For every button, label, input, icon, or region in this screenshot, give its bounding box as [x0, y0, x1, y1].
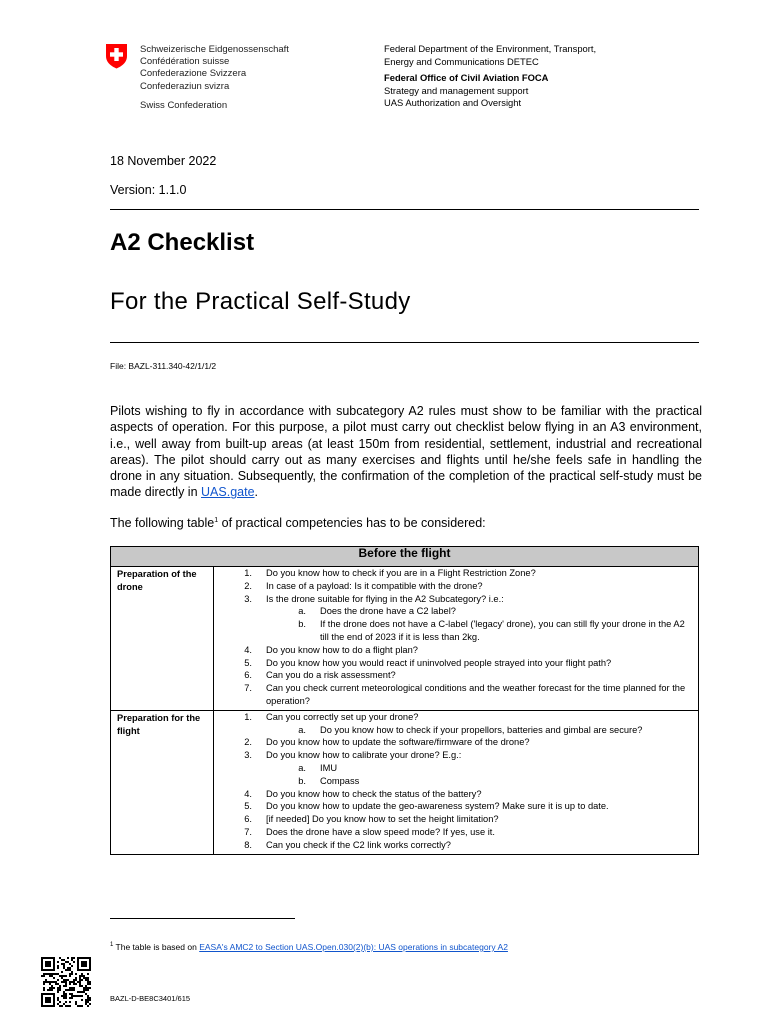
item-text: Do you know how to check if you are in a Flight Restriction Zone?	[266, 568, 536, 578]
subitem-letter: b.	[298, 619, 306, 630]
intro-end: .	[254, 485, 259, 500]
list-item	[214, 736, 692, 749]
swiss-crest-icon	[105, 43, 128, 69]
table-row	[111, 710, 699, 854]
item-number: 1.	[244, 568, 252, 578]
item-number: 3.	[244, 750, 252, 761]
list-item	[214, 813, 692, 826]
item-number: 5.	[244, 657, 252, 668]
list-subitem	[214, 724, 692, 737]
list-subitem	[214, 618, 692, 644]
divider	[110, 209, 699, 210]
item-number: 4.	[244, 788, 252, 799]
footnote-number: 1	[110, 942, 114, 949]
item-text: Do you know how to update the geo-awareness system? Make sure it is up to date.	[266, 801, 609, 812]
office-unit: Strategy and management support	[384, 84, 529, 96]
category-cell: Preparation for the flight	[111, 710, 214, 854]
item-text: [if needed] Do you know how to set the height limitation?	[266, 814, 499, 825]
department-line: Energy and Communications DETEC	[384, 55, 539, 67]
divider	[110, 342, 699, 343]
list-item	[214, 749, 692, 762]
item-text: Can you check if the C2 link works correctly?	[266, 839, 451, 850]
list-item	[214, 788, 692, 801]
item-text: Can you check current meteorological conditions and the weather forecast for the time planned for the operation?	[266, 683, 686, 706]
footnote	[110, 942, 508, 952]
item-text: Do you know how you would react if uninvolved people strayed into your flight path?	[266, 657, 612, 668]
item-number: 8.	[244, 839, 252, 850]
list-item	[214, 800, 692, 813]
category-cell: Preparation of the drone	[111, 567, 214, 711]
intro-paragraph	[110, 403, 702, 501]
file-reference: File: BAZL-311.340-42/1/1/2	[110, 361, 217, 371]
questions-cell	[214, 710, 699, 854]
department-line: Federal Department of the Environment, Transport,	[384, 43, 597, 54]
list-item	[214, 593, 692, 606]
list-item	[214, 711, 692, 724]
office-unit: UAS Authorization and Oversight	[384, 97, 522, 108]
checklist-table	[110, 546, 699, 855]
item-number: 5.	[244, 801, 252, 812]
subitem-letter: a.	[298, 762, 306, 773]
questions-cell	[214, 567, 699, 711]
list-subitem	[214, 775, 692, 788]
item-text: Do you know how to do a flight plan?	[266, 644, 418, 655]
item-number: 2.	[244, 580, 252, 591]
subitem-text: If the drone does not have a C-label ('legacy' drone), you can still fly your drone in the A2 till the end of 2023 if it is less than 2kg.	[320, 619, 685, 642]
confederation-name-line: Confederazione Svizzera	[140, 68, 247, 80]
confederation-english: Swiss Confederation	[140, 100, 228, 111]
table-intro-before: The following table	[110, 516, 215, 530]
page-subtitle: For the Practical Self-Study	[110, 288, 411, 315]
subitem-letter: a.	[298, 724, 306, 735]
item-text: In case of a payload: Is it compatible with the drone?	[266, 580, 483, 591]
qr-code-icon	[41, 957, 91, 1007]
list-item	[214, 644, 692, 657]
item-number: 6.	[244, 670, 252, 681]
item-number: 1.	[244, 711, 252, 722]
item-text: Can you correctly set up your drone?	[266, 711, 419, 722]
footnote-ref: 1	[214, 516, 219, 524]
intro-text: Pilots wishing to fly in accordance with subcategory A2 rules must show to be familiar with the practical aspects of operation. For this purpose, a pilot must carry out checklist below flying in an A3 environment, i.e., well away from built-up areas (at least 150m from residential, settlement, industrial and recreational areas). The pilot should carry out as many exercises and flights until he/she feels safe in handling the drone in any situation. Subsequently, the confirmation of the completion of the practical self-study must be made directly in	[110, 404, 702, 500]
office-name: Federal Office of Civil Aviation FOCA	[384, 72, 549, 83]
subitem-text: Compass	[320, 775, 360, 786]
list-subitem	[214, 605, 692, 618]
item-number: 2.	[244, 737, 252, 748]
list-item	[214, 839, 692, 852]
list-item	[214, 682, 692, 708]
footnote-divider	[110, 918, 295, 919]
subitem-letter: b.	[298, 775, 306, 786]
confederation-name-line: Confederaziun svizra	[140, 80, 230, 92]
department-name	[384, 43, 596, 68]
item-text: Do you know how to check the status of the battery?	[266, 788, 482, 799]
easa-amc2-link[interactable]: EASA's AMC2 to Section UAS.Open.030(2)(b): UAS operations in subcategory A2	[199, 942, 508, 952]
table-intro	[110, 516, 486, 530]
page-title: A2 Checklist	[110, 229, 255, 256]
list-item	[214, 567, 692, 580]
subitem-text: Do you know how to check if your propellors, batteries and gimbal are secure?	[320, 724, 643, 735]
list-item	[214, 657, 692, 670]
item-number: 3.	[244, 593, 252, 604]
document-date: 18 November 2022	[110, 154, 217, 168]
table-header: Before the flight	[111, 547, 699, 567]
item-number: 7.	[244, 683, 252, 694]
table-intro-after: of practical competencies has to be considered:	[218, 516, 486, 530]
confederation-name-line: Confédération suisse	[140, 56, 230, 68]
item-text: Is the drone suitable for flying in the A2 Subcategory? i.e.:	[266, 593, 504, 604]
item-number: 6.	[244, 814, 252, 825]
subitem-text: Does the drone have a C2 label?	[320, 606, 456, 617]
uas-gate-link[interactable]: UAS.gate	[201, 485, 255, 500]
list-subitem	[214, 762, 692, 775]
item-text: Do you know how to calibrate your drone? E.g.:	[266, 750, 462, 761]
list-item	[214, 826, 692, 839]
subitem-letter: a.	[298, 606, 306, 617]
document-version: Version: 1.1.0	[110, 183, 187, 197]
list-item	[214, 580, 692, 593]
subitem-text: IMU	[320, 762, 338, 773]
office-block	[384, 72, 548, 110]
footnote-text: The table is based on	[113, 942, 200, 952]
table-row	[111, 567, 699, 711]
item-text: Does the drone have a slow speed mode? If yes, use it.	[266, 826, 495, 837]
confederation-name-line: Schweizerische Eidgenossenschaft	[140, 44, 289, 55]
item-text: Do you know how to update the software/firmware of the drone?	[266, 737, 530, 748]
item-number: 7.	[244, 826, 252, 837]
confederation-names	[140, 44, 289, 93]
list-item	[214, 669, 692, 682]
item-number: 4.	[244, 644, 252, 655]
item-text: Can you do a risk assessment?	[266, 670, 396, 681]
document-id: BAZL-D-BE8C3401/615	[110, 994, 191, 1003]
